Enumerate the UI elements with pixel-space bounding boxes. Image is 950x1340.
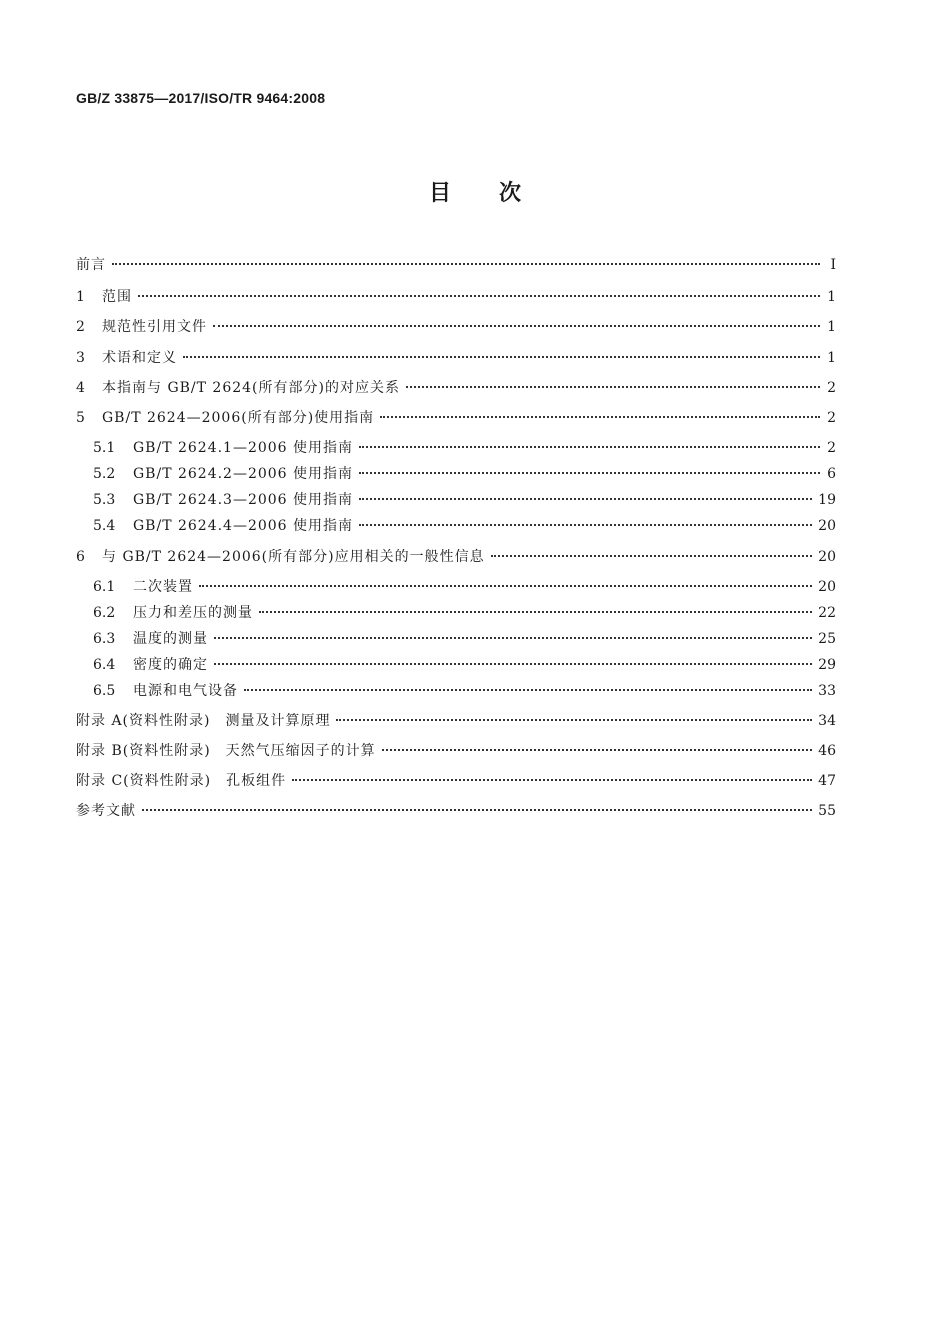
toc-page-number: 2 <box>827 410 836 426</box>
leader-dots <box>380 416 820 418</box>
toc-entry-text: 附录 C(资料性附录) 孔板组件 <box>76 773 287 789</box>
leader-dots <box>336 719 812 721</box>
toc-entry-text: GB/T 2624.3—2006 使用指南 <box>133 492 354 508</box>
toc-page-number: 20 <box>818 549 836 565</box>
toc-entry-number: 5.4 <box>93 518 116 534</box>
toc-title: 目次 <box>428 181 569 206</box>
toc-page-number: 33 <box>818 683 836 699</box>
toc-page-number: 22 <box>818 605 836 621</box>
leader-dots <box>491 555 813 557</box>
toc-entry-text: 电源和电气设备 <box>133 683 238 699</box>
toc-entry-number: 5 <box>76 410 85 426</box>
leader-dots <box>406 386 820 388</box>
leader-dots <box>213 325 820 327</box>
leader-dots <box>244 689 812 691</box>
leader-dots <box>214 637 812 639</box>
toc-entry-6-3[interactable] <box>76 628 836 648</box>
toc-entry-3[interactable] <box>76 347 836 367</box>
toc-entry-text: 前言 <box>76 257 106 273</box>
toc-entry-6-5[interactable] <box>76 680 836 700</box>
toc-entry-6-4[interactable] <box>76 654 836 674</box>
leader-dots <box>359 472 820 474</box>
toc-page-number: 20 <box>818 518 836 534</box>
toc-entry-text: 密度的确定 <box>133 657 208 673</box>
toc-entry-number: 6.3 <box>93 631 116 647</box>
toc-entry-text: 本指南与 GB/T 2624(所有部分)的对应关系 <box>102 380 400 396</box>
leader-dots <box>199 585 812 587</box>
toc-page-number: Ⅰ <box>830 257 836 273</box>
toc-entry-text: GB/T 2624—2006(所有部分)使用指南 <box>102 410 375 426</box>
toc-entry-number: 6.2 <box>93 605 116 621</box>
toc-page-number: 19 <box>818 492 836 508</box>
toc-entry-appendix-c[interactable] <box>76 770 836 790</box>
toc-entry-6-2[interactable] <box>76 602 836 622</box>
toc-page-number: 1 <box>827 319 836 335</box>
leader-dots <box>138 295 820 297</box>
toc-page-number: 1 <box>827 350 836 366</box>
toc-page-number: 6 <box>827 466 836 482</box>
toc-entry-4[interactable] <box>76 377 836 397</box>
toc-entry-text: 温度的测量 <box>133 631 208 647</box>
toc-entry-text: 压力和差压的测量 <box>133 605 253 621</box>
toc-entry-number: 5.1 <box>93 440 116 456</box>
toc-entry-text: 附录 B(资料性附录) 天然气压缩因子的计算 <box>76 743 376 759</box>
toc-page-number: 25 <box>818 631 836 647</box>
toc-entry-text: 与 GB/T 2624—2006(所有部分)应用相关的一般性信息 <box>102 549 485 565</box>
toc-entry-appendix-a[interactable] <box>76 710 836 730</box>
toc-page-number: 55 <box>818 803 836 819</box>
toc-entry-number: 4 <box>76 380 85 396</box>
leader-dots <box>112 263 820 265</box>
toc-page-number: 20 <box>818 579 836 595</box>
toc-entry-number: 5.2 <box>93 466 116 482</box>
toc-entry-6[interactable] <box>76 546 836 566</box>
toc-page-number: 34 <box>818 713 836 729</box>
toc-entry-5-3[interactable] <box>76 489 836 509</box>
toc-entry-2[interactable] <box>76 316 836 336</box>
toc-entry-text: 范围 <box>102 289 132 305</box>
toc-entry-references[interactable] <box>76 800 836 820</box>
toc-entry-text: 二次装置 <box>133 579 193 595</box>
toc-entry-number: 1 <box>76 289 85 305</box>
leader-dots <box>142 809 812 811</box>
toc-entry-1[interactable] <box>76 286 836 306</box>
leader-dots <box>183 356 820 358</box>
toc-page-number: 2 <box>827 380 836 396</box>
leader-dots <box>359 498 812 500</box>
toc-entry-number: 3 <box>76 350 85 366</box>
leader-dots <box>259 611 812 613</box>
leader-dots <box>359 524 812 526</box>
document-code: GB/Z 33875—2017/ISO/TR 9464:2008 <box>76 90 326 106</box>
toc-entry-5-4[interactable] <box>76 515 836 535</box>
toc-page-number: 46 <box>818 743 836 759</box>
toc-entry-text: 术语和定义 <box>102 350 177 366</box>
toc-entry-number: 6.5 <box>93 683 116 699</box>
toc-entry-foreword[interactable] <box>76 254 836 274</box>
toc-entry-text: GB/T 2624.1—2006 使用指南 <box>133 440 354 456</box>
toc-entry-5-2[interactable] <box>76 463 836 483</box>
toc-entry-5-1[interactable] <box>76 437 836 457</box>
toc-entry-number: 6 <box>76 549 85 565</box>
toc-page-number: 47 <box>818 773 836 789</box>
leader-dots <box>359 446 820 448</box>
toc-entry-text: 附录 A(资料性附录) 测量及计算原理 <box>76 713 331 729</box>
leader-dots <box>292 779 812 781</box>
toc-page-number: 1 <box>827 289 836 305</box>
leader-dots <box>382 749 813 751</box>
toc-entry-appendix-b[interactable] <box>76 740 836 760</box>
toc-entry-text: 规范性引用文件 <box>102 319 207 335</box>
toc-page-number: 29 <box>818 657 836 673</box>
toc-entry-5[interactable] <box>76 407 836 427</box>
toc-entry-6-1[interactable] <box>76 576 836 596</box>
toc-entry-number: 6.4 <box>93 657 116 673</box>
toc-entry-text: GB/T 2624.2—2006 使用指南 <box>133 466 354 482</box>
toc-page-number: 2 <box>827 440 836 456</box>
toc-entry-text: 参考文献 <box>76 803 136 819</box>
leader-dots <box>214 663 812 665</box>
toc-entry-number: 5.3 <box>93 492 116 508</box>
toc-entry-number: 2 <box>76 319 85 335</box>
toc-entry-text: GB/T 2624.4—2006 使用指南 <box>133 518 354 534</box>
toc-entry-number: 6.1 <box>93 579 116 595</box>
